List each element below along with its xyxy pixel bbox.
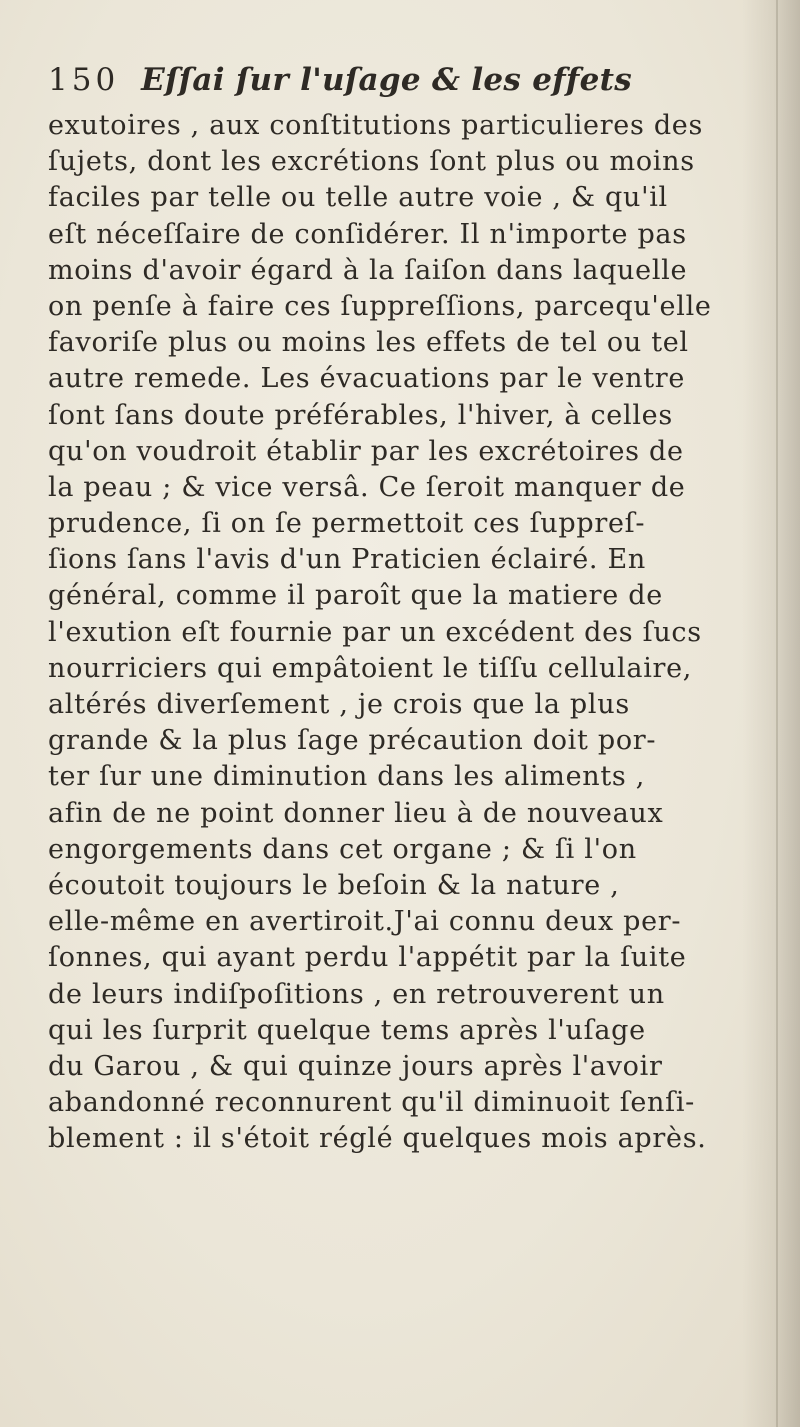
text-line: ſonnes, qui ayant perdu l'appétit par la ſuite [48, 942, 687, 974]
text-line: blement : il s'étoit réglé quelques mois après. [48, 1123, 707, 1155]
text-line: nourriciers qui empâtoient le tiſſu cellulaire, [48, 652, 693, 684]
running-title: Eſſai ſur l'uſage & les effets [141, 62, 632, 98]
text-line: l'exution eſt fournie par un excédent des ſucs [48, 616, 702, 648]
page-header [48, 62, 668, 104]
body-text [48, 108, 748, 1157]
text-line: de leurs indiſpoſitions , en retrouverent un [48, 978, 665, 1010]
text-line: exutoires , aux conſtitutions particulieres des [48, 110, 704, 141]
text-line: favoriſe plus ou moins les effets de tel ou tel [48, 327, 689, 359]
text-line: abandonné reconnurent qu'il diminuoit ſenſi- [48, 1087, 696, 1119]
text-line: écoutoit toujours le beſoin & la nature , [48, 869, 620, 901]
text-line: ſont ſans doute préférables, l'hiver, à celles [48, 399, 673, 431]
text-line: qu'on voudroit établir par les excrétoires de [48, 435, 684, 467]
text-line: engorgements dans cet organe ; & ſi l'on [48, 833, 637, 865]
text-line: prudence, ſi on ſe permettoit ces ſuppreſ- [48, 508, 646, 540]
text-line: on penſe à faire ces ſuppreſſions, parcequ'elle [48, 290, 712, 322]
text-line: moins d'avoir égard à la ſaiſon dans laquelle [48, 254, 688, 286]
text-line: autre remede. Les évacuations par le ventre [48, 363, 686, 395]
text-line: afin de ne point donner lieu à de nouveaux [48, 797, 664, 829]
text-line: ſujets, dont les excrétions ſont plus ou moins [48, 146, 695, 178]
text-line: grande & la plus ſage précaution doit por- [48, 725, 657, 757]
text-line: qui les ſurprit quelque tems après l'uſage [48, 1014, 646, 1046]
text-line: altérés diverſement , je crois que la plus [48, 689, 630, 720]
text-line: général, comme il paroît que la matiere de [48, 580, 663, 612]
text-line: eſt néceſſaire de conſidérer. Il n'importe pas [48, 218, 687, 250]
page-edge-line [776, 0, 778, 1427]
page-edge-shadow [742, 0, 800, 1427]
text-line: elle-même en avertiroit.J'ai connu deux per- [48, 906, 682, 938]
text-line: du Garou , & qui quinze jours après l'avoir [48, 1050, 663, 1082]
text-line: ſions ſans l'avis d'un Praticien éclairé. En [48, 544, 646, 576]
text-line: la peau ; & vice versâ. Ce ſeroit manquer de [48, 471, 686, 503]
text-line: ter ſur une diminution dans les aliments , [48, 761, 646, 793]
text-line: faciles par telle ou telle autre voie , & qu'il [48, 182, 668, 214]
page-number: 150 [48, 62, 120, 98]
